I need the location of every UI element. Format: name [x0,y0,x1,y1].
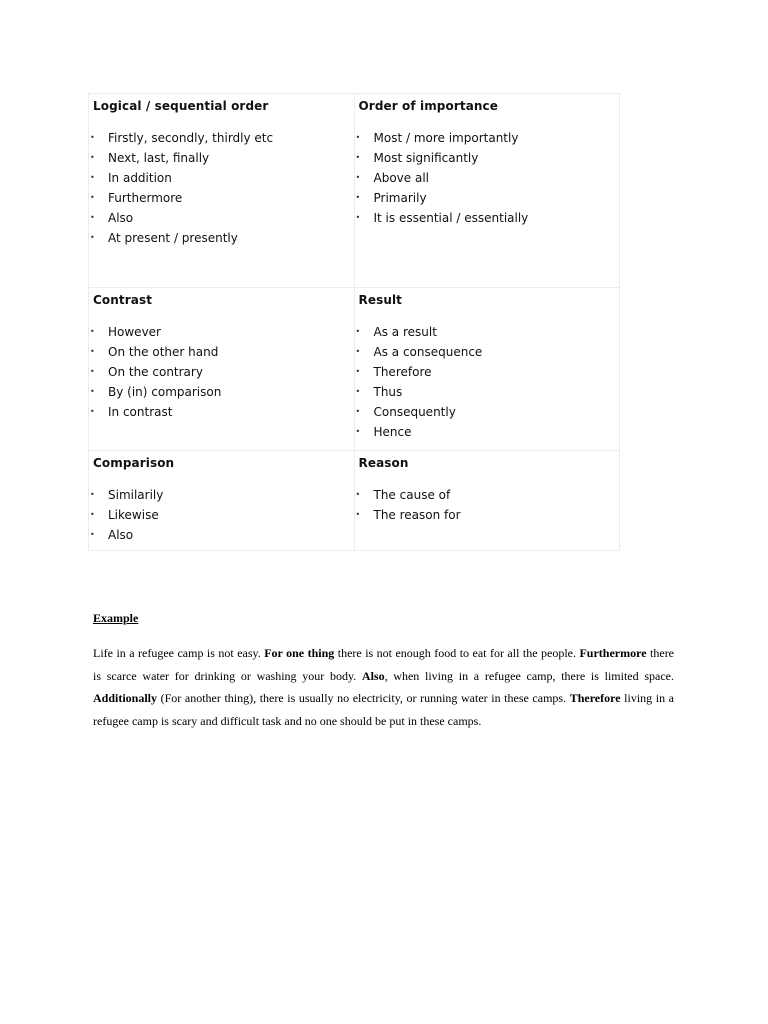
list-item [355,422,616,442]
linking-word-list [90,322,350,422]
linking-word: Also [108,528,134,542]
paragraph-text: there is not enough food to eat for all the people. [334,646,580,660]
category-cell [89,288,355,451]
list-item [90,525,350,545]
list-item [355,168,616,188]
list-item [355,342,616,362]
bullet-icon: • [90,387,95,396]
linking-word: Most / more importantly [373,131,519,145]
list-item [355,322,616,342]
linking-word: Hence [373,425,412,439]
linking-word: Above all [373,171,429,185]
example-heading: Example [93,611,139,625]
list-item [355,148,616,168]
example-paragraph [93,642,674,732]
list-item [90,505,350,525]
linking-word: By (in) comparison [108,385,222,399]
list-item [90,485,350,505]
linking-word: On the other hand [108,345,219,359]
bullet-icon: • [90,407,95,416]
linking-word: As a consequence [373,345,483,359]
bullet-icon: • [355,133,361,142]
linking-word: Firstly, secondly, thirdly etc [108,131,274,145]
list-item [355,362,616,382]
paragraph-text: living in a refugee camp is scary and difficult task and no one should be put in these camps. [93,691,674,728]
list-item [90,148,350,168]
bullet-icon: • [355,510,361,519]
list-item [90,342,350,362]
example-section [93,609,674,732]
linking-word: Primarily [373,191,427,205]
linking-word: In addition [108,171,172,185]
list-item [90,228,350,248]
bullet-icon: • [355,327,361,336]
linking-word-list [355,485,616,525]
list-item [355,402,616,422]
bullet-icon: • [90,133,95,142]
list-item [355,382,616,402]
bullet-icon: • [355,387,361,396]
bullet-icon: • [355,490,361,499]
linking-word: The reason for [373,508,461,522]
bullet-icon: • [90,193,95,202]
list-item [355,188,616,208]
bullet-icon: • [355,153,361,162]
bullet-icon: • [90,490,95,499]
linking-word: Similarily [108,488,164,502]
bullet-icon: • [90,530,95,539]
linking-word-list [355,128,616,228]
bullet-icon: • [355,367,361,376]
list-item [90,208,350,228]
linking-word: Next, last, finally [108,151,210,165]
category-cell [354,288,620,451]
category-cell [354,451,620,551]
list-item [90,322,350,342]
linking-word-bold: Furthermore [579,646,647,660]
bullet-icon: • [355,193,361,202]
linking-word-bold: Therefore [569,691,621,705]
linking-word: It is essential / essentially [373,211,529,225]
category-cell [354,94,620,288]
linking-word: As a result [373,325,437,339]
linking-word: Also [108,211,134,225]
category-cell [89,451,355,551]
linking-word-bold: Also [361,668,385,683]
table-row [89,451,620,551]
category-cell [89,94,355,288]
linking-word: Consequently [373,405,456,419]
linking-words-table-body [89,94,620,551]
linking-word: In contrast [108,405,173,419]
bullet-icon: • [355,173,361,182]
linking-word: Likewise [108,508,159,522]
paragraph-text: there is scarce water for drinking or washing your body. [93,646,675,683]
list-item [90,382,350,402]
list-item [355,505,616,525]
category-title: Logical / sequential order [93,99,269,113]
list-item [90,168,350,188]
bullet-icon: • [90,213,95,222]
table-row [89,94,620,288]
linking-word: Most significantly [373,151,479,165]
category-title: Contrast [93,293,153,307]
list-item [90,362,350,382]
category-title: Order of importance [358,99,498,113]
bullet-icon: • [355,347,361,356]
paragraph-text: (For another thing), there is usually no electricity, or running water in these camps. [157,691,570,705]
linking-word-list [90,485,350,545]
table-row [89,288,620,451]
paragraph-text: , when living in a refugee camp, there is limited space. [384,668,674,683]
list-item [355,208,616,228]
bullet-icon: • [90,173,95,182]
category-title: Reason [358,456,409,470]
list-item [90,128,350,148]
category-title: Comparison [93,456,175,470]
list-item [90,188,350,208]
list-item [355,485,616,505]
linking-word: The cause of [373,488,451,502]
linking-words-table [88,93,620,551]
paragraph-text: Life in a refugee camp is not easy. [93,646,265,660]
bullet-icon: • [355,407,361,416]
list-item [90,402,350,422]
bullet-icon: • [90,347,95,356]
bullet-icon: • [90,233,95,242]
bullet-icon: • [90,510,95,519]
category-title: Result [358,293,403,307]
linking-word-list [90,128,350,248]
linking-word: Thus [373,385,403,399]
linking-word-list [355,322,616,442]
linking-word: At present / presently [108,231,238,245]
linking-word: Therefore [373,365,432,379]
linking-word-bold: Additionally [93,691,158,705]
bullet-icon: • [90,367,95,376]
list-item [355,128,616,148]
bullet-icon: • [355,213,361,222]
bullet-icon: • [90,327,95,336]
bullet-icon: • [90,153,95,162]
linking-word-bold: For one thing [264,646,335,660]
linking-word: Furthermore [108,191,183,205]
linking-word: On the contrary [108,365,203,379]
linking-word: However [108,325,161,339]
bullet-icon: • [355,427,361,436]
